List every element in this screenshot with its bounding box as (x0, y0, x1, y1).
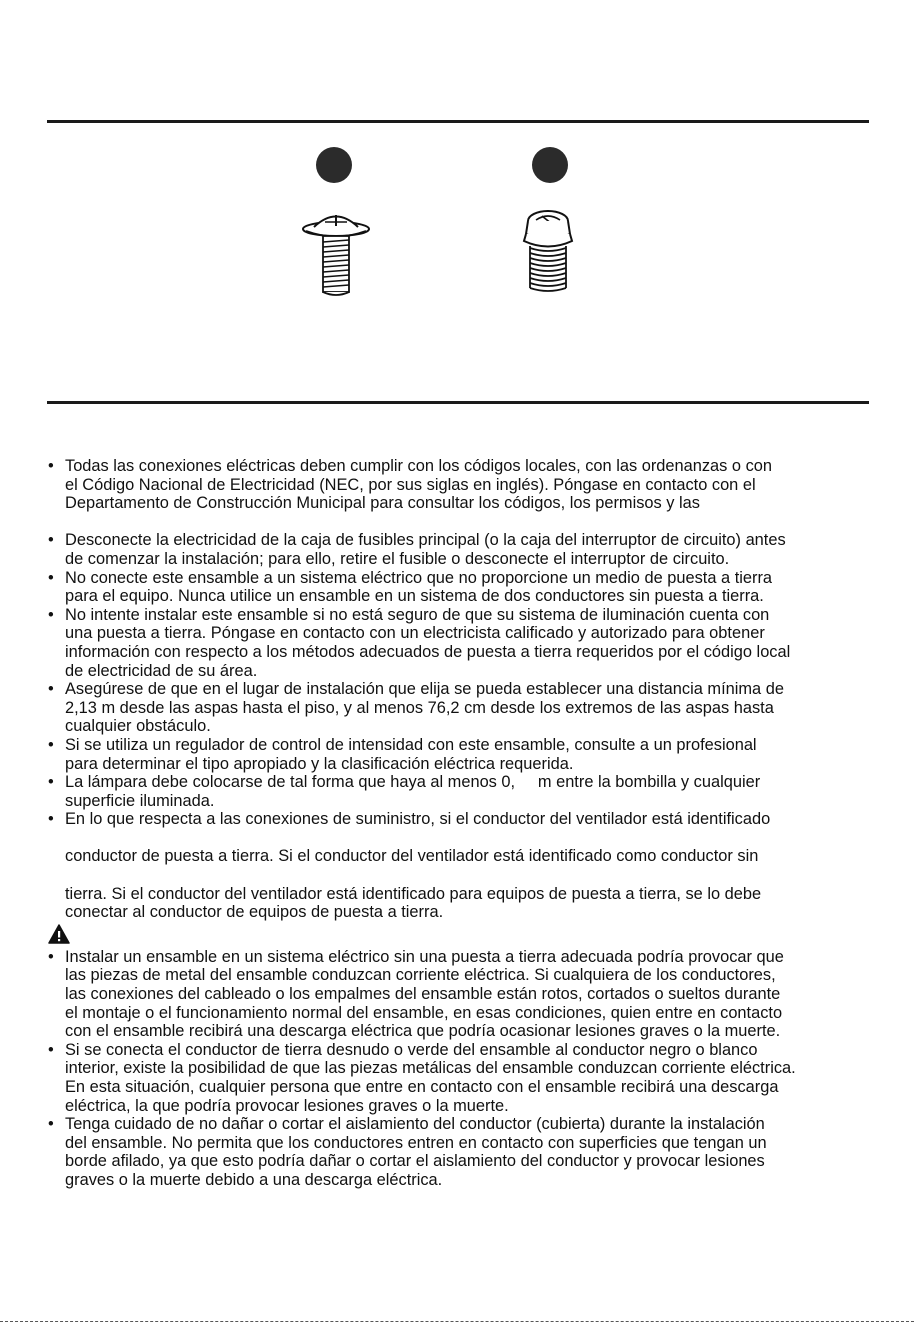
warning-item (47, 1115, 877, 1189)
bullet: • (48, 680, 54, 699)
instruction-line: información con respecto a los métodos adecuados de puesta a tierra requeridos por el código local (65, 642, 791, 661)
instruction-line: Si se utiliza un regulador de control de intensidad con este ensamble, consulte a un profesional (65, 735, 757, 754)
instruction-item (47, 773, 877, 810)
bullet: • (48, 773, 54, 792)
warning-line: el montaje o el funcionamiento normal del ensamble, en esas condiciones, quien entre en contacto (65, 1003, 783, 1022)
warning-line: Si se conecta el conductor de tierra desnudo o verde del ensamble al conductor negro o blanco (65, 1040, 758, 1059)
instruction-line: No conecte este ensamble a un sistema eléctrico que no proporcione un medio de puesta a tierra (65, 568, 773, 587)
warning-item (47, 1041, 877, 1115)
ground-screw-icon (518, 208, 578, 305)
warning-line: graves o la muerte debido a una descarga eléctrica. (65, 1170, 443, 1189)
bullet: • (48, 1040, 54, 1059)
screw-icon (296, 212, 376, 303)
bullet: • (48, 531, 54, 550)
instruction-line: tierra. Si el conductor del ventilador está identificado para equipos de puesta a tierra, se lo debe (65, 884, 762, 903)
instruction-line: de electricidad de su área. (65, 661, 258, 680)
instruction-line: para el equipo. Nunca utilice un ensamble en un sistema de dos conductores sin puesta a tierra. (65, 587, 764, 606)
warning-line: las conexiones del cableado o los empalmes del ensamble están rotos, cortados o sueltos durante (65, 985, 781, 1004)
instruction-line: 2,13 m desde las aspas hasta el piso, y al menos 76,2 cm desde los extremos de las aspas hasta (65, 698, 774, 717)
warning-line: En esta situación, cualquier persona que entre en contacto con el ensamble recibirá una descarga (65, 1078, 779, 1096)
warning-icon (48, 924, 70, 949)
instruction-line: Todas las conexiones eléctricas deben cumplir con los códigos locales, con las ordenanzas o con (65, 457, 773, 475)
warning-line: eléctrica, la que podría provocar lesiones graves o la muerte. (65, 1096, 509, 1115)
instruction-line: Asegúrese de que en el lugar de instalación que elija se pueda establecer una distancia mínima de (65, 680, 784, 699)
instruction-line: No intente instalar este ensamble si no está seguro de que su sistema de iluminación cuenta con (65, 605, 770, 624)
instruction-line: el Código Nacional de Electricidad (NEC, por sus siglas en inglés). Póngase en contacto con el (65, 475, 756, 494)
part-marker-2 (532, 147, 568, 183)
warning-line: del ensamble. No permita que los conductores entren en contacto con superficies que tengan un (65, 1133, 767, 1152)
bullet: • (48, 457, 54, 475)
bullet: • (48, 605, 54, 624)
instruction-line: conductor de puesta a tierra. Si el conductor del ventilador está identificado como conductor sin (65, 847, 759, 866)
instruction-item (47, 569, 877, 606)
instruction-line (65, 866, 877, 885)
instruction-line: de comenzar la instalación; para ello, retire el fusible o desconecte el interruptor de circuito. (65, 549, 730, 568)
bullet: • (48, 568, 54, 587)
warning-line: interior, existe la posibilidad de que las piezas metálicas del ensamble conduzcan corriente eléctrica. (65, 1059, 796, 1078)
bullet: • (48, 735, 54, 754)
instruction-item (47, 810, 877, 922)
instruction-line: En lo que respecta a las conexiones de suministro, si el conductor del ventilador está identificado (65, 810, 771, 829)
instruction-item (47, 457, 877, 513)
instruction-line: Departamento de Construcción Municipal para consultar los códigos, los permisos y las (65, 494, 700, 513)
instruction-line: superficie iluminada. (65, 791, 215, 810)
instruction-item (47, 736, 877, 773)
warning-line: borde afilado, ya que esto podría dañar o cortar el aislamiento del conductor y provocar lesiones (65, 1152, 765, 1171)
instruction-item (47, 606, 877, 680)
instruction-line: una puesta a tierra. Póngase en contacto con un electricista calificado y autorizado para obtener (65, 624, 765, 643)
instructions-block (47, 457, 877, 1190)
instruction-item (47, 680, 877, 736)
instruction-line: conectar al conductor de equipos de puesta a tierra. (65, 903, 444, 922)
bullet: • (48, 947, 54, 966)
warning-line: Instalar un ensamble en un sistema eléctrico sin una puesta a tierra adecuada podría provocar que (65, 947, 784, 966)
warning-line: con el ensamble recibirá una descarga eléctrica que podría ocasionar lesiones graves o la muerte. (65, 1022, 781, 1041)
bullet: • (48, 810, 54, 829)
instruction-line: para determinar el tipo apropiado y la clasificación eléctrica requerida. (65, 754, 574, 773)
warning-item (47, 948, 877, 1041)
page-bottom-edge (0, 1321, 914, 1322)
instruction-line: La lámpara debe colocarse de tal forma que haya al menos 0, m entre la bombilla y cualquier (65, 773, 761, 792)
warning-heading (47, 922, 877, 948)
top-divider (47, 120, 869, 123)
warning-line: Tenga cuidado de no dañar o cortar el aislamiento del conductor (cubierta) durante la instalación (65, 1115, 765, 1134)
instruction-line: cualquier obstáculo. (65, 717, 211, 736)
bullet: • (48, 1115, 54, 1134)
instruction-line (65, 829, 877, 848)
section-divider (47, 401, 869, 404)
warning-line: las piezas de metal del ensamble conduzcan corriente eléctrica. Si cualquiera de los conductores, (65, 966, 776, 985)
instruction-line: Desconecte la electricidad de la caja de fusibles principal (o la caja del interruptor de circuito) antes (65, 531, 786, 550)
part-marker-1 (316, 147, 352, 183)
instruction-item (47, 531, 877, 568)
